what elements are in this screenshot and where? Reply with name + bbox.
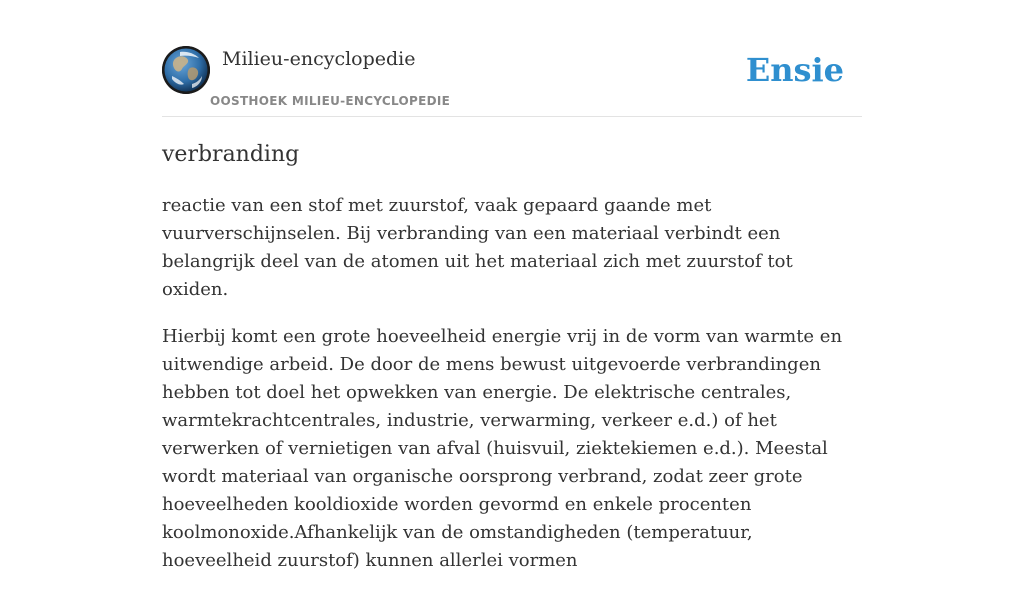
paragraph-2: Hierbij komt een grote hoeveelheid energie vrij in de vorm van warmte en uitwendige arbeid. De door de mens bewust uitgevoerde verbrandingen hebben tot doel het opwekken van energie. De elektrische centrales, warmtekrachtcentrales, industrie, verwarming, verkeer e.d.) of het verwerken of vernietigen van afval (huisvuil, ziektekiemen e.d.). Meestal wordt materiaal van organische oorsprong verbrand, zodat zeer grote hoeveelheden kooldioxide worden gevormd en enkele procenten koolmonoxide.Afhankelijk van de omstandigheden (temperatuur, hoeveelheid zuurstof) kunnen allerlei vormen	[162, 326, 843, 571]
site-header	[162, 46, 862, 117]
site-title[interactable]: Milieu-encyclopedie	[222, 48, 416, 70]
earth-globe-icon[interactable]	[162, 46, 210, 94]
brand-logo-link[interactable]: Ensie	[745, 51, 844, 89]
site-subtitle[interactable]: OOSTHOEK MILIEU-ENCYCLOPEDIE	[210, 94, 451, 108]
article-body	[162, 192, 864, 594]
paragraph-1: reactie van een stof met zuurstof, vaak gepaard gaande met vuurverschijnselen. Bij verbranding van een materiaal verbindt een belangrijk deel van de atomen uit het materiaal zich met zuurstof tot oxiden.	[162, 195, 793, 300]
page-title: verbranding	[162, 142, 300, 167]
